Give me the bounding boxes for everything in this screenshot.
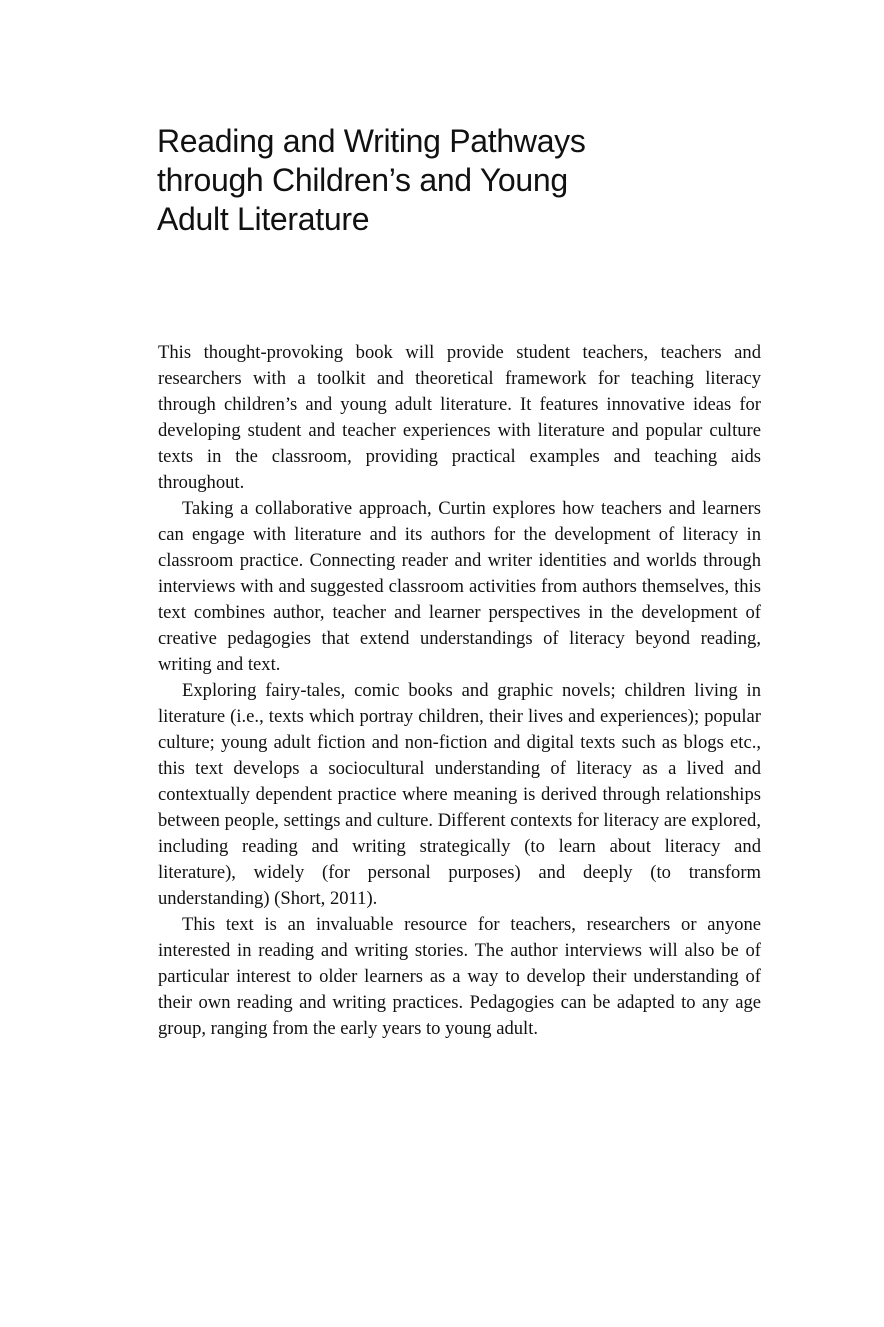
description-paragraph-2: Taking a collaborative approach, Curtin explores how teachers and learners can engage with literature and its authors for the development of literacy in classroom practice. Connecting reader and writer identities and worlds through interviews with and suggested classroom activities from authors themselves, this text combines author, teacher and learner perspectives in the development of creative pedagogies that extend understandings of literacy beyond reading, writing and text. xyxy=(158,498,761,675)
book-title-line-2: through Children’s and Young xyxy=(157,162,568,198)
book-title-line-3: Adult Literature xyxy=(157,201,370,237)
description-paragraph-3: Exploring fairy-tales, comic books and graphic novels; children living in literature (i.e., texts which portray children, their lives and experiences); popular culture; young adult fiction and non-fiction and digital texts such as blogs etc., this text develops a sociocultural understanding of literacy as a lived and contextually dependent practice where meaning is derived through relationships between people, settings and culture. Different contexts for literacy are explored, including reading and writing strategically (to learn about literacy and literature), widely (for personal purposes) and deeply (to transform understanding) (Short, 2011). xyxy=(158,680,761,909)
book-title xyxy=(157,122,777,239)
book-description xyxy=(158,340,761,1042)
description-paragraph-4: This text is an invaluable resource for teachers, researchers or anyone interested in reading and writing stories. The author interviews will also be of particular interest to older learners as a way to develop their understanding of their own reading and writing practices. Pedagogies can be adapted to any age group, ranging from the early years to young adult. xyxy=(158,914,761,1039)
book-title-line-1: Reading and Writing Pathways xyxy=(157,123,586,159)
description-paragraph-1: This thought-provoking book will provide student teachers, teachers and researchers with a toolkit and theoretical framework for teaching literacy through children’s and young adult literature. It features innovative ideas for developing student and teacher experiences with literature and popular culture texts in the classroom, providing practical examples and teaching aids throughout. xyxy=(158,342,761,493)
